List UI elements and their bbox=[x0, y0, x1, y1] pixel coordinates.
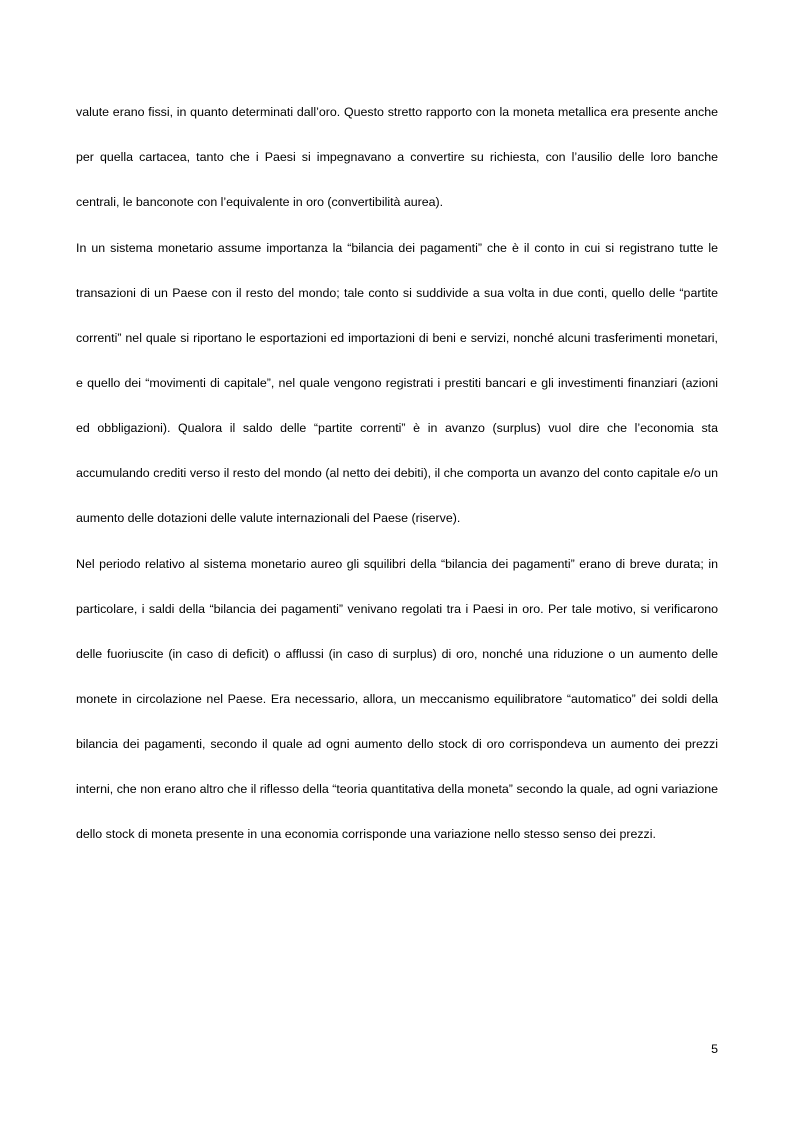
paragraph-gold-standard-period: Nel periodo relativo al sistema monetario aureo gli squilibri della “bilancia dei pagamenti” erano di breve durata; in particolare, i saldi della “bilancia dei pagamenti” venivano regolati tra i Paesi in oro. Per tale motivo, si verificarono delle fuoriuscite (in caso di deficit) o afflussi (in caso di surplus) di oro, nonché una riduzione o un aumento delle monete in circolazione nel Paese. Era necessario, allora, un meccanismo equilibratore “automatico” dei soldi della bilancia dei pagamenti, secondo il quale ad ogni aumento dello stock di oro corrispondeva un aumento dei prezzi interni, che non erano altro che il riflesso della “teoria quantitativa della moneta” secondo la quale, ad ogni variazione dello stock di moneta presente in una economia corrisponde una variazione nello stesso senso dei prezzi. bbox=[76, 557, 718, 841]
body-text bbox=[76, 90, 718, 857]
paragraph-gold-convertibility: valute erano fissi, in quanto determinati dall’oro. Questo stretto rapporto con la moneta metallica era presente anche per quella cartacea, tanto che i Paesi si impegnavano a convertire su richiesta, con l’ausilio delle loro banche centrali, le banconote con l’equivalente in oro (convertibilità aurea). bbox=[76, 105, 718, 209]
page-number: 5 bbox=[711, 1042, 718, 1056]
paragraph-balance-of-payments: In un sistema monetario assume importanza la “bilancia dei pagamenti” che è il conto in cui si registrano tutte le transazioni di un Paese con il resto del mondo; tale conto si suddivide a sua volta in due conti, quello delle “partite correnti” nel quale si riportano le esportazioni ed importazioni di beni e servizi, nonché alcuni trasferimenti monetari, e quello dei “movimenti di capitale”, nel quale vengono registrati i prestiti bancari e gli investimenti finanziari (azioni ed obbligazioni). Qualora il saldo delle “partite correnti” è in avanzo (surplus) vuol dire che l’economia sta accumulando crediti verso il resto del mondo (al netto dei debiti), il che comporta un avanzo del conto capitale e/o un aumento delle dotazioni delle valute internazionali del Paese (riserve). bbox=[76, 241, 718, 525]
